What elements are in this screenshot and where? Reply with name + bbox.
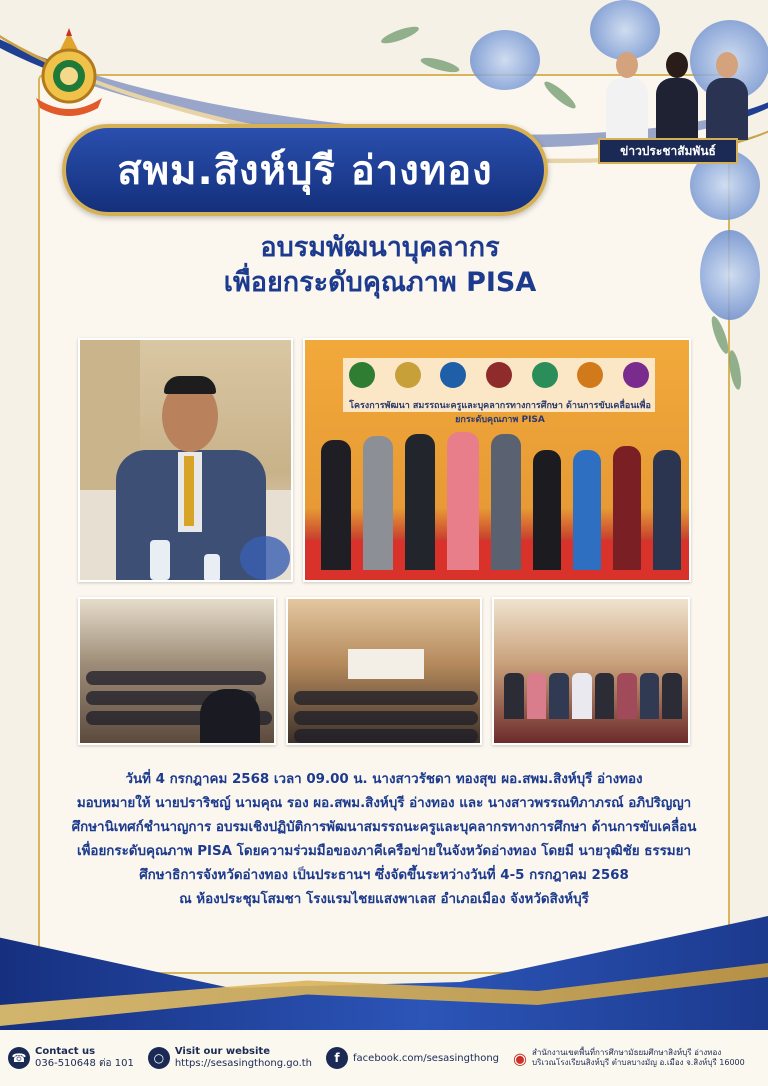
phone-icon: ☎ — [8, 1047, 30, 1069]
website-url: https://sesasingthong.go.th — [174, 1058, 313, 1069]
body-line: ศึกษาธิการจังหวัดอ่างทอง เป็นประธานฯ ซึ่งจัดขึ้นระหว่างวันที่ 4-5 กรกฎาคม 2568 — [139, 868, 629, 883]
photo-speaker — [78, 338, 293, 582]
globe-icon: ○ — [148, 1047, 170, 1069]
photo-participants — [492, 597, 690, 745]
body-line: มอบหมายให้ นายปราริชญ์ นามคุณ รอง ผอ.สพม.สิงห์บุรี อ่างทอง และ นางสาวพรรณทิภาภรณ์ อภิปริญญา — [76, 796, 692, 811]
location-pin-icon: ◉ — [513, 1048, 527, 1068]
footer-facebook[interactable] — [326, 1047, 499, 1069]
news-body — [48, 768, 720, 912]
photo-group — [303, 338, 691, 582]
flower-decoration — [700, 230, 760, 320]
portrait-person — [704, 48, 750, 140]
pr-badge: ข่าวประชาสัมพันธ์ — [598, 138, 738, 164]
body-line: เพื่อยกระดับคุณภาพ PISA โดยความร่วมมือของภาคีเครือข่ายในจังหวัดอ่างทอง โดยมี นายวุฒิชัย ธรรมยา — [77, 844, 691, 859]
contact-label: Contact us — [35, 1046, 96, 1057]
address-line-1: สำนักงานเขตพื้นที่การศึกษามัธยมศึกษาสิงห์บุรี อ่างทอง — [532, 1047, 722, 1057]
headline-line-2: เพื่อยกระดับคุณภาพ PISA — [223, 267, 537, 299]
facebook-icon: f — [326, 1047, 348, 1069]
headline — [120, 230, 640, 300]
emblem-icon — [26, 28, 112, 118]
executive-portraits — [604, 40, 754, 140]
footer-contact-bar — [0, 1030, 768, 1086]
body-line: ศึกษานิเทศก์ชำนาญการ อบรมเชิงปฏิบัติการพัฒนาสมรรถนะครูและบุคลากรทางการศึกษา ด้านการขับเคลื่อน — [71, 820, 697, 835]
photo-audience-left — [78, 597, 276, 745]
portrait-person — [654, 48, 700, 140]
agency-logo — [26, 28, 112, 118]
footer-website[interactable] — [148, 1046, 312, 1070]
footer-address — [513, 1048, 745, 1069]
headline-line-1: อบรมพัฒนาบุคลากร — [260, 232, 500, 263]
footer-contact[interactable] — [8, 1046, 134, 1070]
page-title: สพม.สิงห์บุรี อ่างทอง — [62, 124, 548, 216]
event-banner-text: โครงการพัฒนา สมรรถนะครูและบุคลากรทางการศึกษา ด้านการขับเคลื่อนเพื่อยกระดับคุณภาพ PISA — [349, 401, 651, 425]
body-line: วันที่ 4 กรกฎาคม 2568 เวลา 09.00 น. นางสาวรัชดา ทองสุข ผอ.สพม.สิงห์บุรี อ่างทอง — [125, 772, 643, 787]
photo-audience-center — [286, 597, 482, 745]
facebook-link: facebook.com/sesasingthong — [353, 1052, 500, 1064]
body-line: ณ ห้องประชุมโสมชา โรงแรมไชยแสงพาเลส อำเภอเมือง จังหวัดสิงห์บุรี — [179, 892, 589, 907]
address-line-2: บริเวณโรงเรียนสิงห์บุรี ตำบลบางมัญ อ.เมือง จ.สิงห์บุรี 16000 — [532, 1058, 745, 1067]
contact-phone: 036-510648 ต่อ 101 — [35, 1058, 134, 1069]
flower-decoration — [470, 30, 540, 90]
portrait-person — [604, 48, 650, 140]
website-label: Visit our website — [174, 1046, 270, 1057]
